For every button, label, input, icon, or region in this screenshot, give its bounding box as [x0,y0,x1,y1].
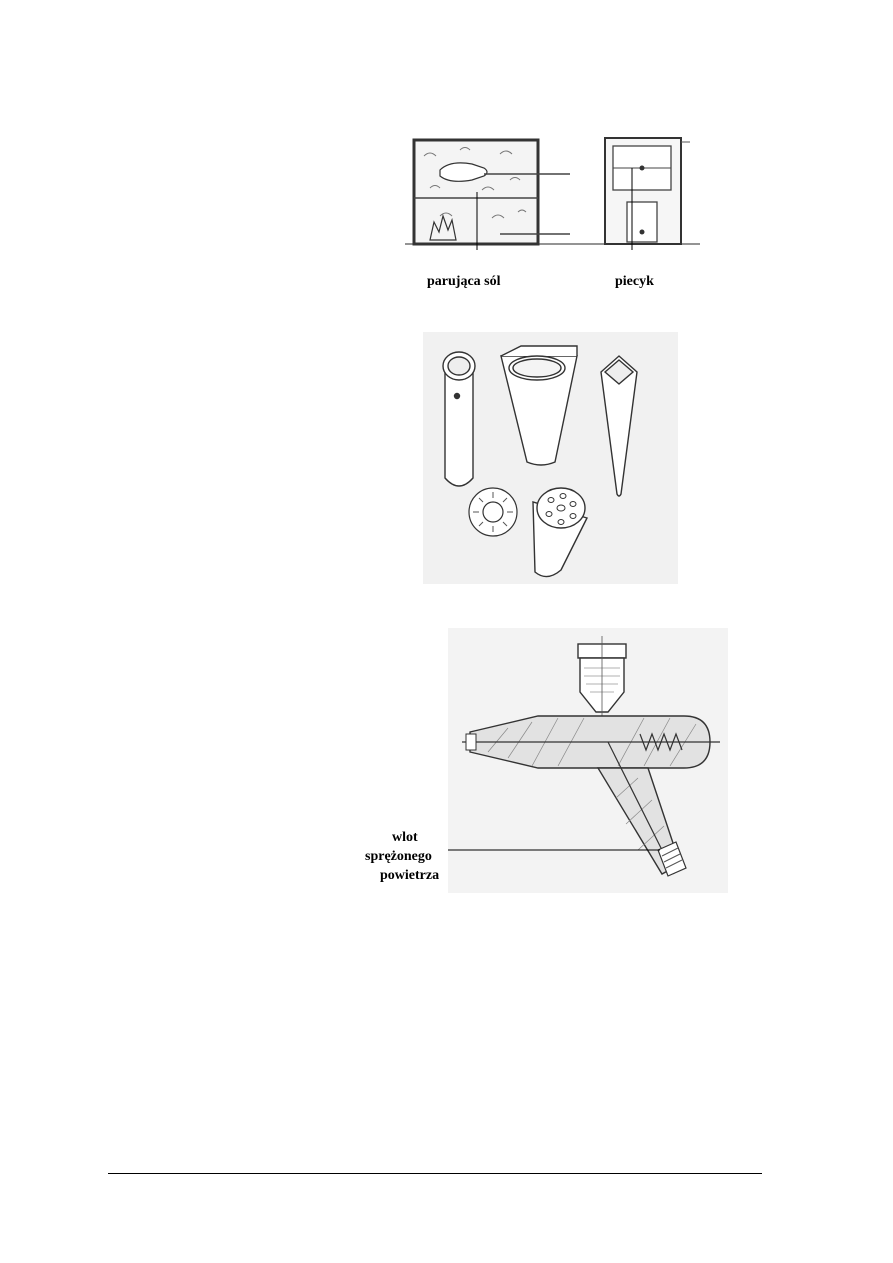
evaporating-salt-label: parująca sól [427,274,501,289]
air-inlet-label-line3: powietrza [380,868,440,883]
spray-gun-illustration [448,628,728,893]
salt-chamber-illustration [400,132,710,250]
footer-rule [108,1173,762,1174]
oven-label: piecyk [615,274,654,289]
nozzle-shapes-illustration [423,332,678,584]
air-inlet-label-line1: wlot [392,830,418,845]
air-inlet-label-line2: sprężonego [365,849,432,864]
